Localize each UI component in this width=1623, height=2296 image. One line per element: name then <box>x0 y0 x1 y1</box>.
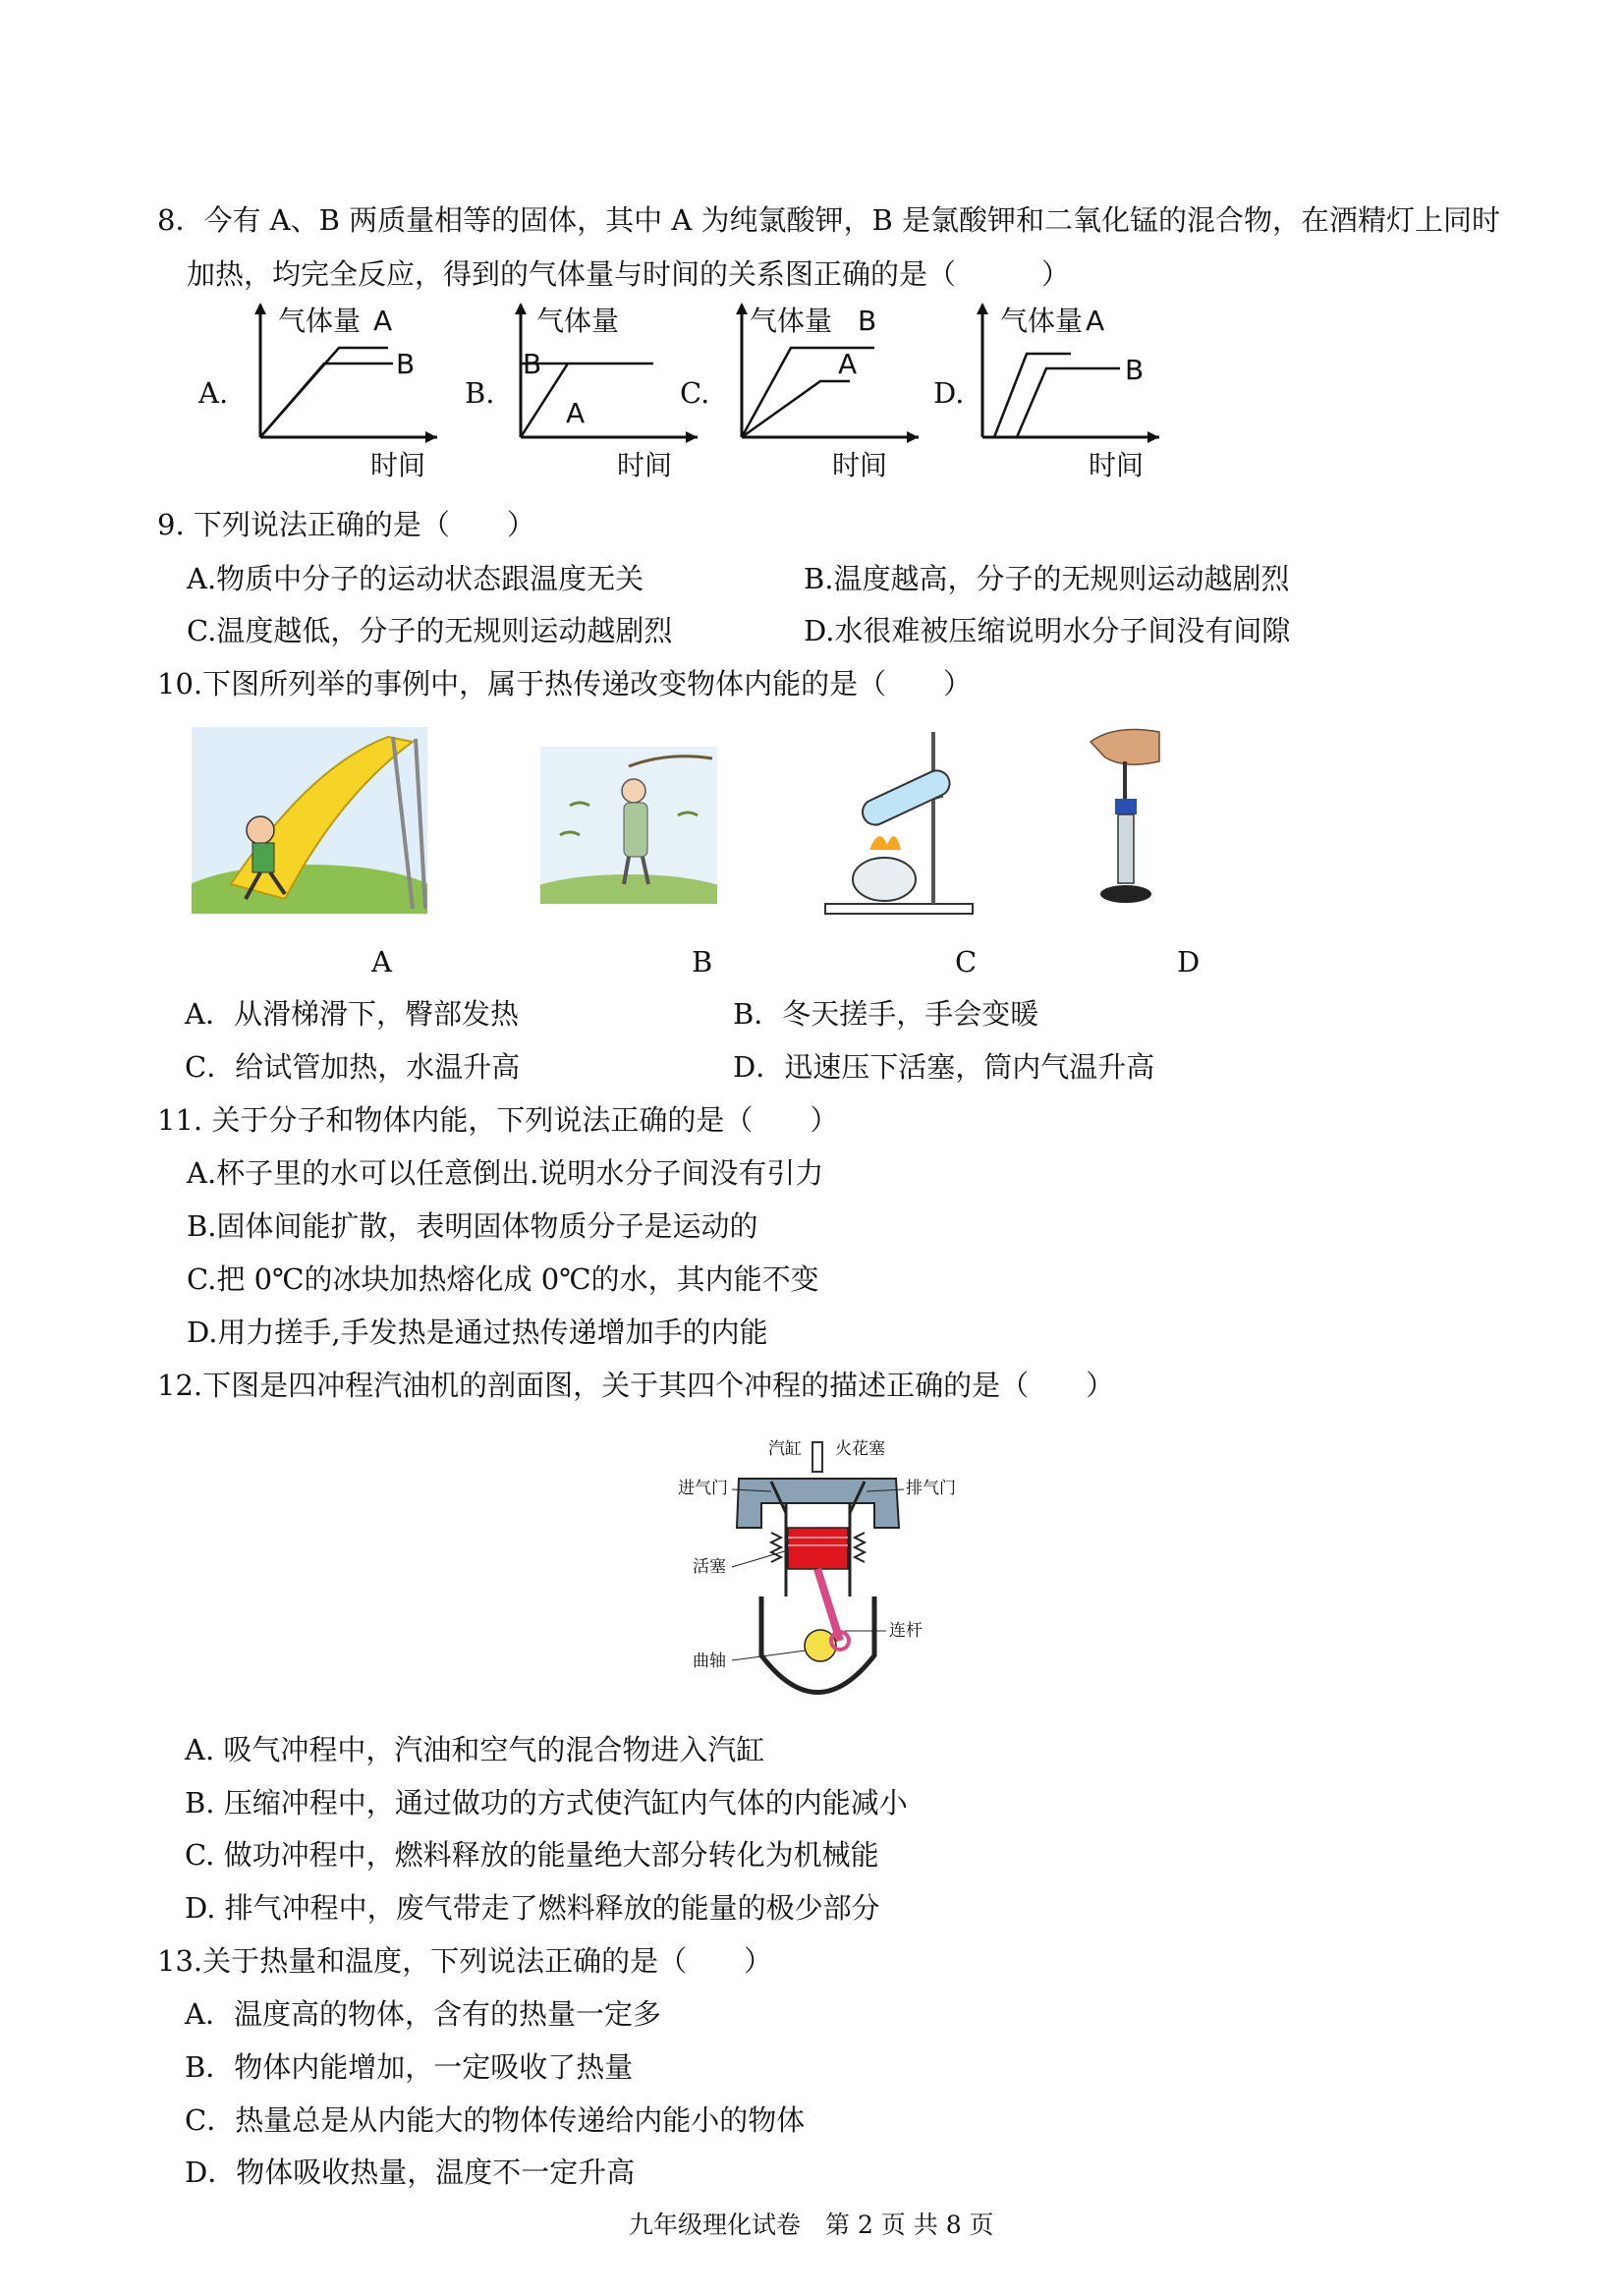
engine-label-rod: 连杆 <box>889 1621 923 1641</box>
q9-option-c[interactable]: C.温度越低，分子的无规则运动越剧烈 <box>187 614 673 647</box>
q11-option-a[interactable]: A.杯子里的水可以任意倒出.说明水分子间没有引力 <box>187 1156 824 1190</box>
q8-stem-line2: 加热，均完全反应，得到的气体量与时间的关系图正确的是（ ） <box>187 257 1071 291</box>
q13-option-c[interactable]: C．热量总是从内能大的物体传递给内能小的物体 <box>185 2103 806 2137</box>
q8-graph-a-curve-a <box>260 348 388 437</box>
q8-graph-c-xlabel: 时间 <box>832 449 888 481</box>
q11-option-b[interactable]: B.固体间能扩散，表明固体物质分子是运动的 <box>187 1209 758 1243</box>
q8-graph-b-curve1-label: B <box>523 348 542 380</box>
q8-option-c-label: C. <box>680 376 710 410</box>
q10-hand-rub-picture <box>540 747 717 904</box>
q9-stem: 9. 下列说法正确的是（ ） <box>157 508 535 541</box>
q9-option-d[interactable]: D.水很难被压缩说明水分子间没有间隙 <box>804 614 1291 647</box>
q13-stem: 13.关于热量和温度，下列说法正确的是（ ） <box>157 1944 773 1978</box>
engine-label-spark-plug: 火花塞 <box>835 1439 885 1459</box>
q11-option-d[interactable]: D.用力搓手,手发热是通过热传递增加手的内能 <box>187 1316 768 1349</box>
q8-option-b-label: B. <box>465 376 495 410</box>
q8-graph-d-curve-a <box>994 354 1071 437</box>
q12-stem: 12.下图是四冲程汽油机的剖面图，关于其四个冲程的描述正确的是（ ） <box>157 1369 1115 1402</box>
q8-graph-d[interactable] <box>963 295 1169 481</box>
engine-label-piston: 活塞 <box>693 1557 726 1577</box>
q9-option-a[interactable]: A.物质中分子的运动状态跟温度无关 <box>187 562 644 595</box>
q8-graph-b-ylabel: 气体量 <box>536 305 620 337</box>
q8-graph-a-xlabel: 时间 <box>370 449 426 481</box>
q11-stem: 11. 关于分子和物体内能，下列说法正确的是（ ） <box>157 1103 839 1137</box>
q8-graph-d-ylabel: 气体量 <box>1000 305 1084 337</box>
q13-option-b[interactable]: B．物体内能增加，一定吸收了热量 <box>185 2050 634 2084</box>
q8-graph-b-xlabel: 时间 <box>617 449 673 481</box>
q10-option-a[interactable]: A．从滑梯滑下，臀部发热 <box>185 997 519 1031</box>
q8-graph-c[interactable] <box>722 295 928 481</box>
q10-picture-b-label: B <box>692 945 713 979</box>
q9-option-b[interactable]: B.温度越高，分子的无规则运动越剧烈 <box>804 562 1290 595</box>
q8-option-d-label: D. <box>933 376 965 410</box>
q8-graph-c-curve1-label: B <box>858 305 877 337</box>
q13-option-d[interactable]: D．物体吸收热量，温度不一定升高 <box>185 2156 636 2189</box>
q10-slide-picture <box>192 727 427 914</box>
engine-label-exhaust: 排气门 <box>906 1479 956 1498</box>
q10-option-d[interactable]: D．迅速压下活塞，筒内气温升高 <box>733 1050 1155 1084</box>
engine-label-crank: 曲轴 <box>693 1652 726 1671</box>
q13-option-a[interactable]: A．温度高的物体，含有的热量一定多 <box>185 1997 661 2031</box>
q10-test-tube-picture <box>815 722 992 919</box>
q8-graph-d-curve2-label: B <box>1125 354 1145 386</box>
q8-graph-b-curve2-label: A <box>566 397 586 429</box>
q10-piston-picture <box>1081 722 1189 919</box>
q8-graph-d-curve1-label: A <box>1086 305 1105 337</box>
q10-picture-a-label: A <box>371 945 392 979</box>
q12-option-c[interactable]: C. 做功冲程中，燃料释放的能量绝大部分转化为机械能 <box>185 1838 879 1872</box>
q8-graph-a-ylabel: 气体量 <box>278 305 362 337</box>
q12-engine-diagram <box>678 1434 973 1719</box>
engine-label-intake: 进气门 <box>678 1479 728 1498</box>
q8-graph-d-xlabel: 时间 <box>1089 449 1145 481</box>
q12-option-a[interactable]: A. 吸气冲程中，汽油和空气的混合物进入汽缸 <box>185 1733 765 1766</box>
q8-graph-b[interactable] <box>501 295 710 481</box>
q8-graph-c-ylabel: 气体量 <box>750 305 833 337</box>
q12-option-b[interactable]: B. 压缩冲程中，通过做功的方式使汽缸内气体的内能减小 <box>185 1786 908 1820</box>
q8-stem-line1: 8．今有 A、B 两质量相等的固体，其中 A 为纯氯酸钾，B 是氯酸钾和二氧化锰的混合物，在酒精灯上同时 <box>157 203 1501 237</box>
q10-option-c[interactable]: C．给试管加热，水温升高 <box>185 1050 521 1084</box>
q8-option-a-label: A. <box>198 376 229 410</box>
engine-label-cylinder: 汽缸 <box>768 1439 802 1459</box>
q10-picture-c-label: C <box>955 945 978 979</box>
q8-graph-a-curve2-label: B <box>396 348 416 380</box>
q10-stem: 10.下图所列举的事例中，属于热传递改变物体内能的是（ ） <box>157 667 973 700</box>
page-footer: 九年级理化试卷 第 2 页 共 8 页 <box>629 2211 994 2239</box>
q8-graph-a[interactable] <box>241 295 447 481</box>
q10-picture-d-label: D <box>1177 945 1201 979</box>
q8-graph-d-curve-b <box>1017 368 1120 437</box>
q8-graph-c-curve2-label: A <box>838 348 858 380</box>
q11-option-c[interactable]: C.把 0℃的冰块加热熔化成 0℃的水，其内能不变 <box>187 1262 819 1296</box>
q10-option-b[interactable]: B．冬天搓手，手会变暖 <box>733 997 1039 1031</box>
q8-graph-a-curve1-label: A <box>373 305 393 337</box>
q12-option-d[interactable]: D. 排气冲程中，废气带走了燃料释放的能量的极少部分 <box>185 1891 880 1925</box>
q8-graph-a-curve-b <box>260 364 393 437</box>
